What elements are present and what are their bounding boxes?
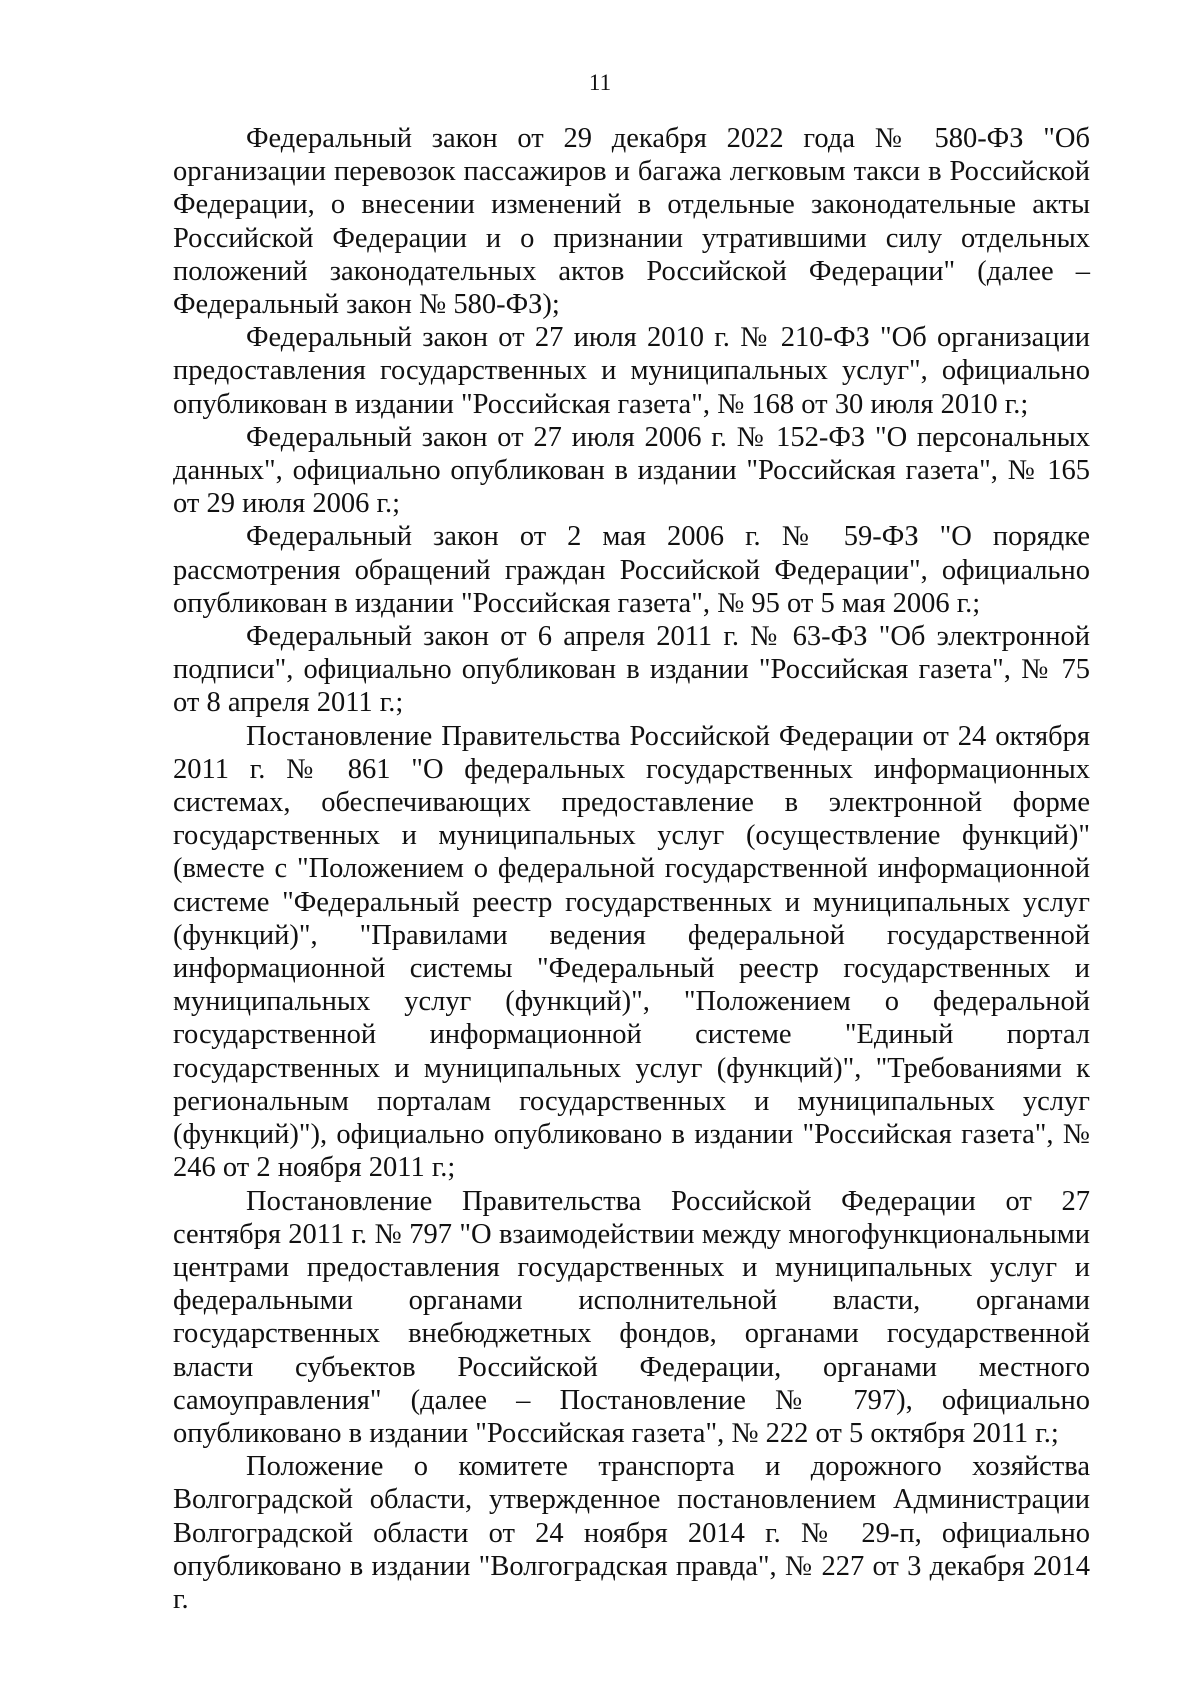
paragraph-law-580fz: Федеральный закон от 29 декабря 2022 года № 580-ФЗ "Об организации перевозок пассажиров и багажа легковым такси в Российской Федерации, о внесении изменений в отдельные законодательные акты Российской Федерации и о признании утратившими силу отдельных положений законодательных актов Российской Федерации" (далее – Федеральный закон № 580-ФЗ); bbox=[173, 123, 1090, 321]
paragraph-regulation-29p: Положение о комитете транспорта и дорожного хозяйства Волгоградской области, утвержденное постановлением Администрации Волгоградской области от 24 ноября 2014 г. № 29-п, официально опубликовано в издании "Волгоградская правда", № 227 от 3 декабря 2014 г. bbox=[173, 1451, 1090, 1615]
paragraph-law-63fz: Федеральный закон от 6 апреля 2011 г. № 63-ФЗ "Об электронной подписи", официально опубликован в издании "Российская газета", № 75 от 8 апреля 2011 г.; bbox=[173, 621, 1090, 719]
paragraph-decree-861: Постановление Правительства Российской Федерации от 24 октября 2011 г. № 861 "О федеральных государственных информационных системах, обеспечивающих предоставление в электронной форме государственных и муниципальных услуг (осуществление функций)" (вместе с "Положением о федеральной государственной информационной системе "Федеральный реестр государственных и муниципальных услуг (функций)", "Правилами ведения федеральной государственной информационной системы "Федеральный реестр государственных и муниципальных услуг (функций)", "Положением о федеральной государственной информационной системе "Единый портал государственных и муниципальных услуг (функций)", "Требованиями к региональным порталам государственных и муниципальных услуг (функций)"), официально опубликовано в издании "Российская газета", № 246 от 2 ноября 2011 г.; bbox=[173, 720, 1090, 1184]
paragraph-decree-797: Постановление Правительства Российской Федерации от 27 сентября 2011 г. № 797 "О взаимодействии между многофункциональными центрами предоставления государственных и муниципальных услуг и федеральными органами исполнительной власти, органами государственных внебюджетных фондов, органами государственной власти субъектов Российской Федерации, органами местного самоуправления" (далее – Постановление № 797), официально опубликовано в издании "Российская газета", № 222 от 5 октября 2011 г.; bbox=[173, 1185, 1090, 1449]
paragraph-law-152fz: Федеральный закон от 27 июля 2006 г. № 152-ФЗ "О персональных данных", официально опубликован в издании "Российская газета", № 165 от 29 июля 2006 г.; bbox=[173, 421, 1090, 520]
paragraph-law-210fz: Федеральный закон от 27 июля 2010 г. № 210-ФЗ "Об организации предоставления государственных и муниципальных услуг", официально опубликован в издании "Российская газета", № 168 от 30 июля 2010 г.; bbox=[173, 322, 1090, 420]
page-number: 11 bbox=[588, 70, 612, 95]
document-body bbox=[173, 122, 1090, 1616]
paragraph-law-59fz: Федеральный закон от 2 мая 2006 г. № 59-ФЗ "О порядке рассмотрения обращений граждан Российской Федерации", официально опубликован в издании "Российская газета", № 95 от 5 мая 2006 г.; bbox=[173, 521, 1090, 619]
